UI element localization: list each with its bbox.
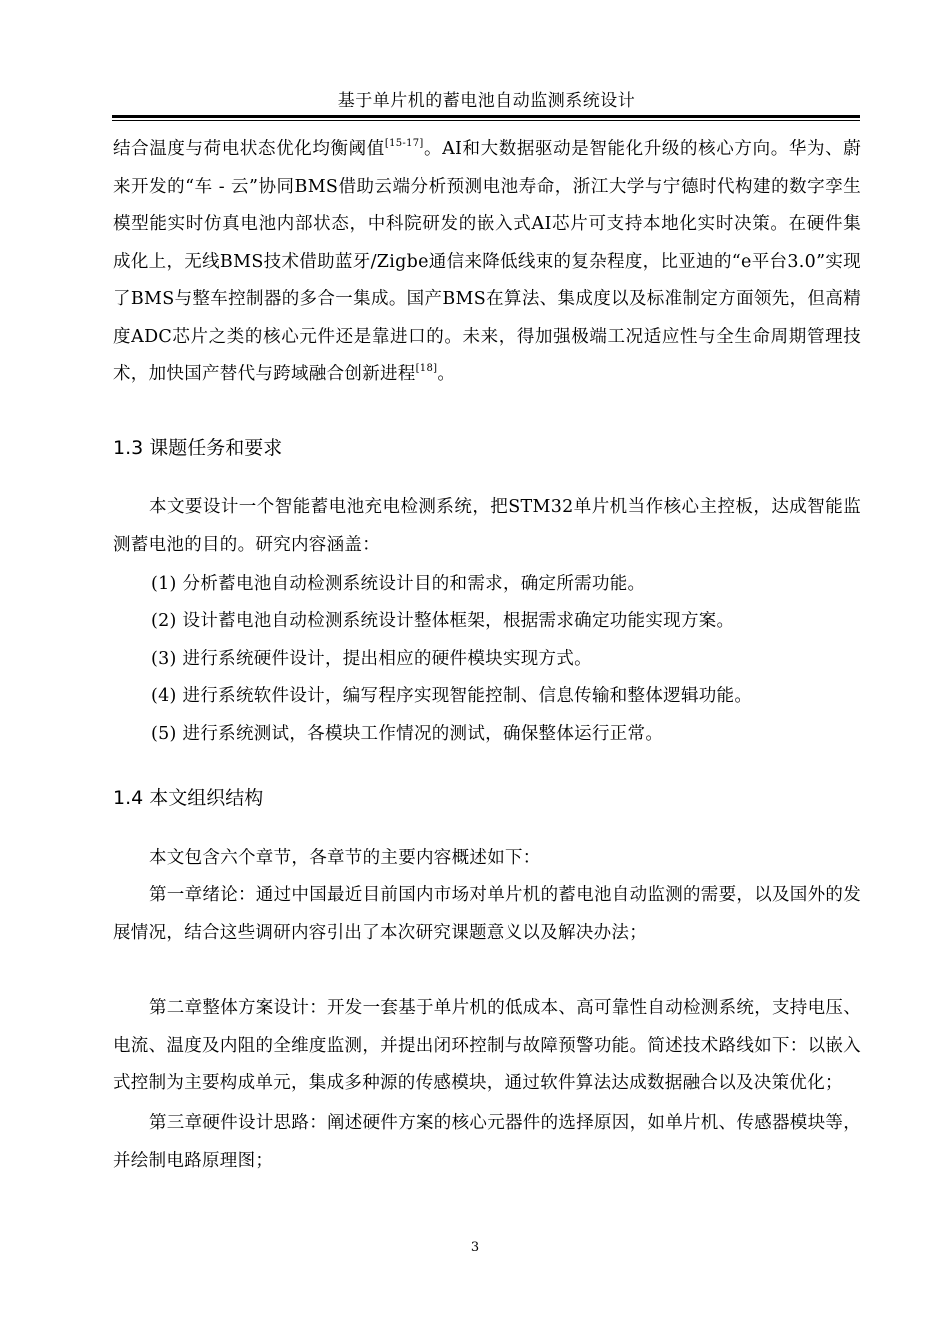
section-1-4-para-2: 第一章绪论：通过中国最近目前国内市场对单片机的蓄电池自动监测的需要，以及国外的发展情况，结合这些调研内容引出了本次研究课题意义以及解决办法； <box>113 885 861 943</box>
section-1-3-intro: 本文要设计一个智能蓄电池充电检测系统，把STM32单片机当作核心主控板，达成智能监测蓄电池的目的。研究内容涵盖： <box>113 497 861 555</box>
section-1-4-para-3: 第二章整体方案设计：开发一套基于单片机的低成本、高可靠性自动检测系统，支持电压、电流、温度及内阻的全维度监测，并提出闭环控制与故障预警功能。简述技术路线如下：以嵌入式控制为主要构成单元，集成多种源的传感模块，通过软件算法达成数据融合以及决策优化； <box>113 998 861 1093</box>
intro-text-a: 结合温度与荷电状态优化均衡阈值 <box>113 139 385 159</box>
intro-paragraph <box>113 131 861 394</box>
task-item-3: (3) 进行系统硬件设计，提出相应的硬件模块实现方式。 <box>151 649 592 669</box>
section-heading-1-4: 1.4 本文组织结构 <box>113 787 264 809</box>
task-item-5: (5) 进行系统测试，各模块工作情况的测试，确保整体运行正常。 <box>151 724 664 744</box>
section-1-4-para-4: 第三章硬件设计思路：阐述硬件方案的核心元器件的选择原因，如单片机、传感器模块等，并绘制电路原理图； <box>113 1113 861 1171</box>
header-rule-thin <box>112 120 860 121</box>
citation-15-17: [15-17] <box>384 138 424 149</box>
header-rule-thick <box>112 115 860 118</box>
page-number: 3 <box>470 1240 480 1255</box>
citation-18: [18] <box>415 363 438 374</box>
section-1-4-para-1: 本文包含六个章节，各章节的主要内容概述如下： <box>149 848 541 868</box>
task-item-1: (1) 分析蓄电池自动检测系统设计目的和需求，确定所需功能。 <box>151 574 646 594</box>
section-heading-1-3: 1.3 课题任务和要求 <box>113 437 283 459</box>
task-item-4: (4) 进行系统软件设计，编写程序实现智能控制、信息传输和整体逻辑功能。 <box>151 686 753 706</box>
task-item-2: (2) 设计蓄电池自动检测系统设计整体框架，根据需求确定功能实现方案。 <box>151 611 735 631</box>
running-header: 基于单片机的蓄电池自动监测系统设计 <box>337 91 636 111</box>
intro-text-b: 。AI和大数据驱动是智能化升级的核心方向。华为、蔚来开发的“车 - 云”协同BMS借助云端分析预测电池寿命，浙江大学与宁德时代构建的数字孪生模型能实时仿真电池内部状态，中科院研发的嵌入式AI芯片可支持本地化实时决策。在硬件集成化上，无线BMS技术借助蓝牙/Zigbe通信来降低线束的复杂程度，比亚迪的“e平台3.0”实现了BMS与整车控制器的多合一集成。国产BMS在算法、集成度以及标准制定方面领先，但高精度ADC芯片之类的核心元件还是靠进口的。未来，得加强极端工况适应性与全生命周期管理技术，加快国产替代与跨域融合创新进程 <box>113 139 861 384</box>
intro-text-c: 。 <box>437 364 456 384</box>
